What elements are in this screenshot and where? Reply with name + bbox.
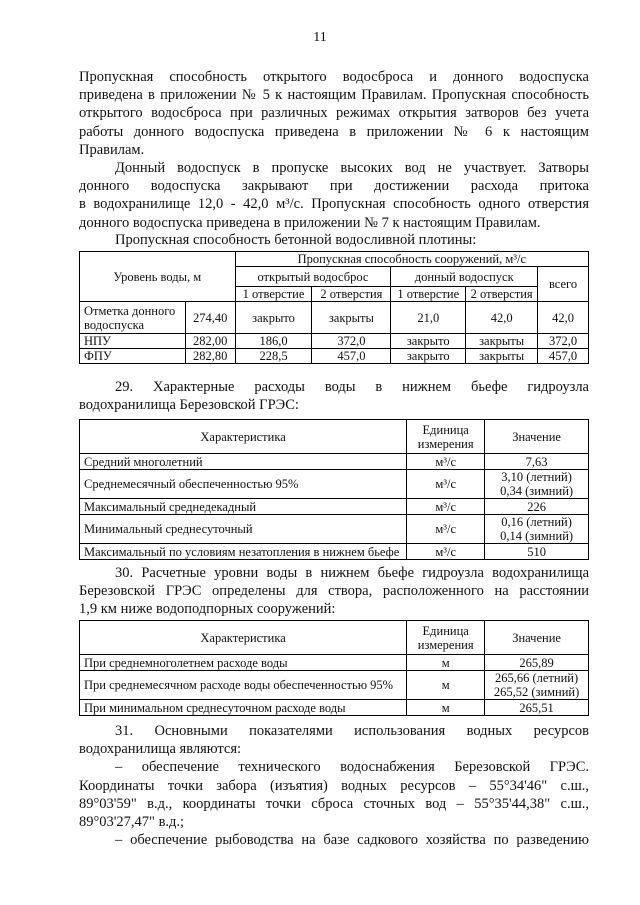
table-row xyxy=(80,349,589,364)
text-line: работы донного водоспуска приведена в приложении № 6 к настоящим xyxy=(79,123,589,140)
text-line: в водохранилище 12,0 - 42,0 м³/с. Пропускная способность одного отверстия xyxy=(79,196,589,213)
cell: м³/с xyxy=(407,544,485,560)
paragraph-capacity-appendix xyxy=(79,68,589,159)
table-row xyxy=(80,302,589,334)
header-two-openings: 2 отверстия xyxy=(466,287,538,302)
text-line: донного водоспуска приведена в приложении № 7 к настоящим Правилам. xyxy=(79,214,541,231)
cell: 457,0 xyxy=(312,349,391,364)
cell: 274,40 xyxy=(185,302,235,334)
dam-capacity-table xyxy=(79,251,589,364)
paragraph-section-30 xyxy=(79,564,589,619)
cell: 372,0 xyxy=(312,334,391,349)
paragraph-dam-capacity xyxy=(79,231,589,249)
cell: Средний многолетний xyxy=(80,454,407,470)
text-line: 1,9 км ниже водоподпорных сооружений: xyxy=(79,601,336,618)
text-line: Донный водоспуск в пропуске высоких вод не участвует. Затворы xyxy=(115,160,589,176)
text-line: приведена в приложении № 5 к настоящим Правилам. Пропускная способность xyxy=(79,87,589,104)
cell: м³/с xyxy=(407,454,485,470)
cell: закрыты xyxy=(312,302,391,334)
cell: 0,16 (летний) 0,14 (зимний) xyxy=(485,515,589,544)
text-line: водохранилища Березовской ГРЭС: xyxy=(79,397,299,414)
header-characteristic: Характеристика xyxy=(80,420,407,454)
table-row xyxy=(80,544,589,560)
header-capacity: Пропускная способность сооружений, м³/с xyxy=(235,252,588,267)
cell: м³/с xyxy=(407,515,485,544)
text-line: 89°03'27,47" в.д.; xyxy=(79,814,185,831)
cell: 42,0 xyxy=(538,302,589,334)
cell: м xyxy=(407,655,485,671)
cell: 226 xyxy=(485,499,589,515)
table-row xyxy=(80,515,589,544)
cell: закрыты xyxy=(466,349,538,364)
cell: 282,80 xyxy=(185,349,235,364)
table-row xyxy=(80,700,589,716)
cell: 265,66 (летний) 265,52 (зимний) xyxy=(485,671,589,700)
page-number: 11 xyxy=(313,30,327,45)
text-line: 30. Расчетные уровни воды в нижнем бьефе гидроузла водохранилища xyxy=(115,565,589,581)
table-row xyxy=(80,499,589,515)
text-line: водохранилища являются: xyxy=(79,741,242,758)
header-one-opening: 1 отверстие xyxy=(391,287,466,302)
paragraph-section-29 xyxy=(79,378,589,414)
cell: закрыто xyxy=(391,349,466,364)
text-line: 29. Характерные расходы воды в нижнем бьефе гидроузла xyxy=(115,379,589,395)
cell: 282,00 xyxy=(185,334,235,349)
tailwater-levels-table xyxy=(79,620,589,716)
cell: При минимальном среднесуточном расходе воды xyxy=(80,700,407,716)
table-row xyxy=(80,655,589,671)
header-open-spillway: открытый водосброс xyxy=(235,267,391,287)
cell: При среднемноголетнем расходе воды xyxy=(80,655,407,671)
header-two-openings: 2 отверстия xyxy=(312,287,391,302)
cell: 228,5 xyxy=(235,349,312,364)
cell: м³/с xyxy=(407,470,485,499)
cell: 265,51 xyxy=(485,700,589,716)
header-characteristic: Характеристика xyxy=(80,621,407,655)
header-value: Значение xyxy=(485,420,589,454)
header-water-level: Уровень воды, м xyxy=(80,252,236,302)
cell: закрыто xyxy=(391,334,466,349)
cell: 42,0 xyxy=(466,302,538,334)
cell: Отметка донного водоспуска xyxy=(80,302,186,334)
cell: Среднемесячный обеспеченностью 95% xyxy=(80,470,407,499)
cell: 3,10 (летний) 0,34 (зимний) xyxy=(485,470,589,499)
table-row xyxy=(80,671,589,700)
cell: 186,0 xyxy=(235,334,312,349)
text-line: открытого водосброса при различных режимах открытия затворов без учета xyxy=(79,105,589,122)
table-row xyxy=(80,454,589,470)
text-line: – обеспечение рыбоводства на базе садкового хозяйства по разведению xyxy=(115,832,589,849)
cell: закрыто xyxy=(235,302,312,334)
text-line: Правилам. xyxy=(79,141,145,158)
text-line: 31. Основными показателями использования водных ресурсов xyxy=(115,723,589,739)
cell: НПУ xyxy=(80,334,186,349)
text-line: Координаты точки забора (изъятия) водных ресурсов – 55°34'46" с.ш., xyxy=(79,777,589,794)
header-bottom-outlet: донный водоспуск xyxy=(391,267,538,287)
cell: м³/с xyxy=(407,499,485,515)
text-line: Березовской ГРЭС определены для створа, расположенного на расстоянии xyxy=(79,583,589,600)
table-row xyxy=(80,470,589,499)
cell: 265,89 xyxy=(485,655,589,671)
header-one-opening: 1 отверстие xyxy=(235,287,312,302)
tailwater-flows-table xyxy=(79,419,589,560)
header-unit: Единица измерения xyxy=(407,621,485,655)
paragraph-section-31 xyxy=(79,722,589,849)
cell: м xyxy=(407,671,485,700)
cell: закрыты xyxy=(466,334,538,349)
text-line: Пропускная способность открытого водосброса и донного водоспуска xyxy=(79,69,589,85)
header-value: Значение xyxy=(485,621,589,655)
text-line: 89°03'59" в.д., координаты точки сброса сточных вод – 55°35'44,38" с.ш., xyxy=(79,795,589,812)
header-unit: Единица измерения xyxy=(407,420,485,454)
text-line: Пропускная способность бетонной водосливной плотины: xyxy=(115,232,477,248)
cell: ФПУ xyxy=(80,349,186,364)
cell: 21,0 xyxy=(391,302,466,334)
cell: 372,0 xyxy=(538,334,589,349)
cell: При среднемесячном расходе воды обеспеченностью 95% xyxy=(80,671,407,700)
cell: Максимальный среднедекадный xyxy=(80,499,407,515)
header-total: всего xyxy=(538,267,589,302)
table-row xyxy=(80,334,589,349)
cell: 7,63 xyxy=(485,454,589,470)
paragraph-bottom-outlet xyxy=(79,159,589,232)
cell: Минимальный среднесуточный xyxy=(80,515,407,544)
cell: Максимальный по условиям незатопления в нижнем бьефе xyxy=(80,544,407,560)
text-line: донного водоспуска закрывают при достижении расхода притока xyxy=(79,178,589,195)
text-line: – обеспечение технического водоснабжения Березовской ГРЭС. xyxy=(115,759,589,776)
cell: 510 xyxy=(485,544,589,560)
cell: 457,0 xyxy=(538,349,589,364)
cell: м xyxy=(407,700,485,716)
